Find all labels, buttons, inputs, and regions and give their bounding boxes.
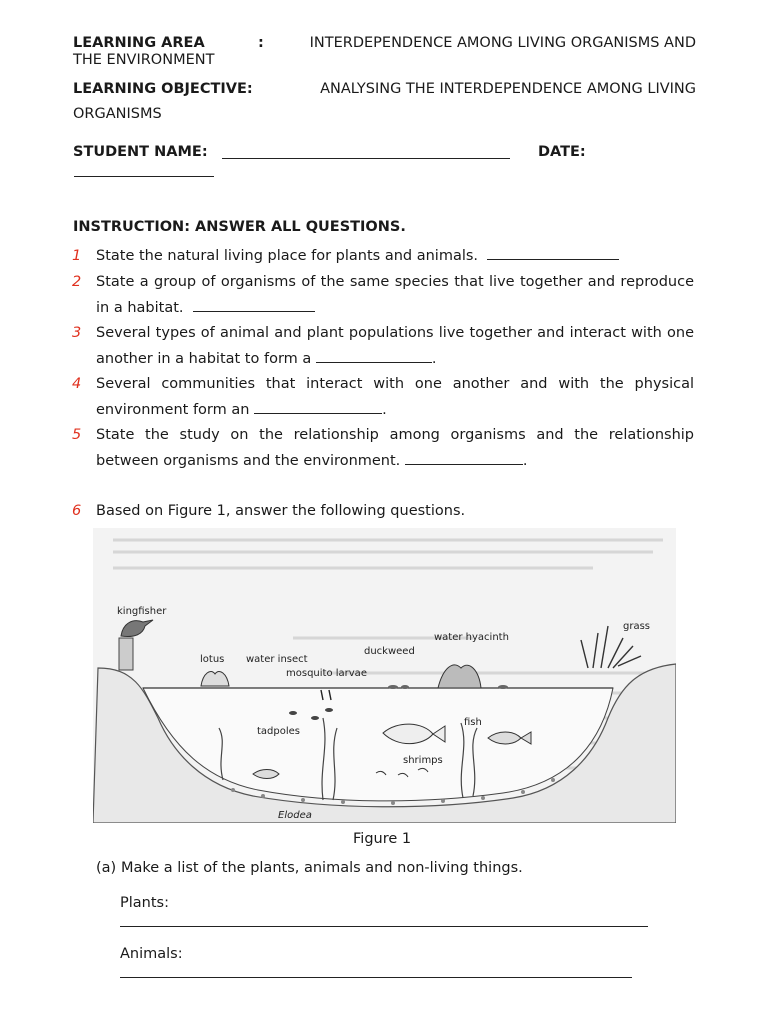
- label-grass: grass: [623, 621, 651, 632]
- question-number: 6: [72, 503, 82, 519]
- learning-objective-label: LEARNING OBJECTIVE:: [73, 81, 253, 97]
- answer-blank[interactable]: [487, 245, 619, 260]
- question-1: [72, 244, 696, 270]
- label-water-hyacinth: water hyacinth: [434, 632, 509, 643]
- animals-label: Animals:: [120, 946, 183, 962]
- learning-objective-value-line2: ORGANISMS: [73, 106, 162, 122]
- question-number: 2: [72, 274, 82, 290]
- question-4: [72, 372, 696, 424]
- figure-caption: Figure 1: [353, 831, 412, 847]
- student-name-label: STUDENT NAME:: [73, 144, 208, 160]
- part-a-marker: (a): [96, 860, 117, 876]
- label-water-insect: water insect: [246, 654, 308, 665]
- answer-blank[interactable]: [405, 450, 523, 465]
- question-text: State the natural living place for plants and animals.: [96, 248, 479, 264]
- learning-area-colon: :: [258, 35, 264, 51]
- question-suffix: .: [431, 350, 437, 367]
- label-tadpoles: tadpoles: [257, 726, 301, 737]
- question-text: State the study on the relationship among organisms and the relationship between organisms and the environment.: [96, 427, 694, 469]
- instruction-heading: INSTRUCTION: ANSWER ALL QUESTIONS.: [73, 219, 406, 235]
- label-elodea: Elodea: [278, 810, 312, 821]
- date-field[interactable]: [74, 176, 214, 177]
- plants-label: Plants:: [120, 895, 169, 911]
- learning-area-value-line1: INTERDEPENDENCE AMONG LIVING ORGANISMS AND: [309, 35, 696, 51]
- label-mosquito-larvae: mosquito larvae: [286, 668, 367, 679]
- part-a-question: Make a list of the plants, animals and non-living things.: [121, 860, 523, 876]
- label-shrimps: shrimps: [403, 755, 443, 766]
- answer-blank[interactable]: [316, 348, 432, 363]
- question-suffix: .: [522, 452, 528, 469]
- question-text: Several communities that interact with one another and with the physical environment form an: [96, 376, 694, 418]
- learning-area-value-line2: THE ENVIRONMENT: [73, 52, 215, 68]
- student-name-field[interactable]: [222, 158, 510, 159]
- question-number: 1: [72, 248, 82, 264]
- question-text: Several types of animal and plant populations live together and interact with one another in a habitat to form a: [96, 325, 694, 367]
- question-number: 5: [72, 427, 82, 443]
- question-2: [72, 270, 696, 322]
- date-label: DATE:: [538, 144, 586, 160]
- question-text: State a group of organisms of the same species that live together and reproduce in a habitat.: [96, 274, 694, 316]
- plants-answer-line[interactable]: [120, 926, 648, 927]
- question-number: 3: [72, 325, 82, 341]
- answer-blank[interactable]: [254, 399, 382, 414]
- label-duckweed: duckweed: [364, 646, 415, 657]
- learning-area-label: LEARNING AREA: [73, 35, 205, 51]
- question-5: [72, 423, 696, 475]
- learning-objective-value-line1: ANALYSING THE INTERDEPENDENCE AMONG LIVING: [320, 81, 696, 97]
- label-lotus: lotus: [200, 654, 225, 665]
- answer-blank[interactable]: [193, 297, 315, 312]
- pond-ecosystem-figure: [93, 528, 676, 823]
- label-fish: fish: [464, 717, 482, 728]
- question-6: [72, 499, 696, 525]
- question-number: 4: [72, 376, 82, 392]
- wooden-post: [119, 638, 133, 670]
- question-text: Based on Figure 1, answer the following questions.: [96, 503, 466, 519]
- question-3: [72, 321, 696, 373]
- question-suffix: .: [382, 401, 387, 418]
- label-kingfisher: kingfisher: [117, 606, 167, 617]
- animals-answer-line[interactable]: [120, 977, 632, 978]
